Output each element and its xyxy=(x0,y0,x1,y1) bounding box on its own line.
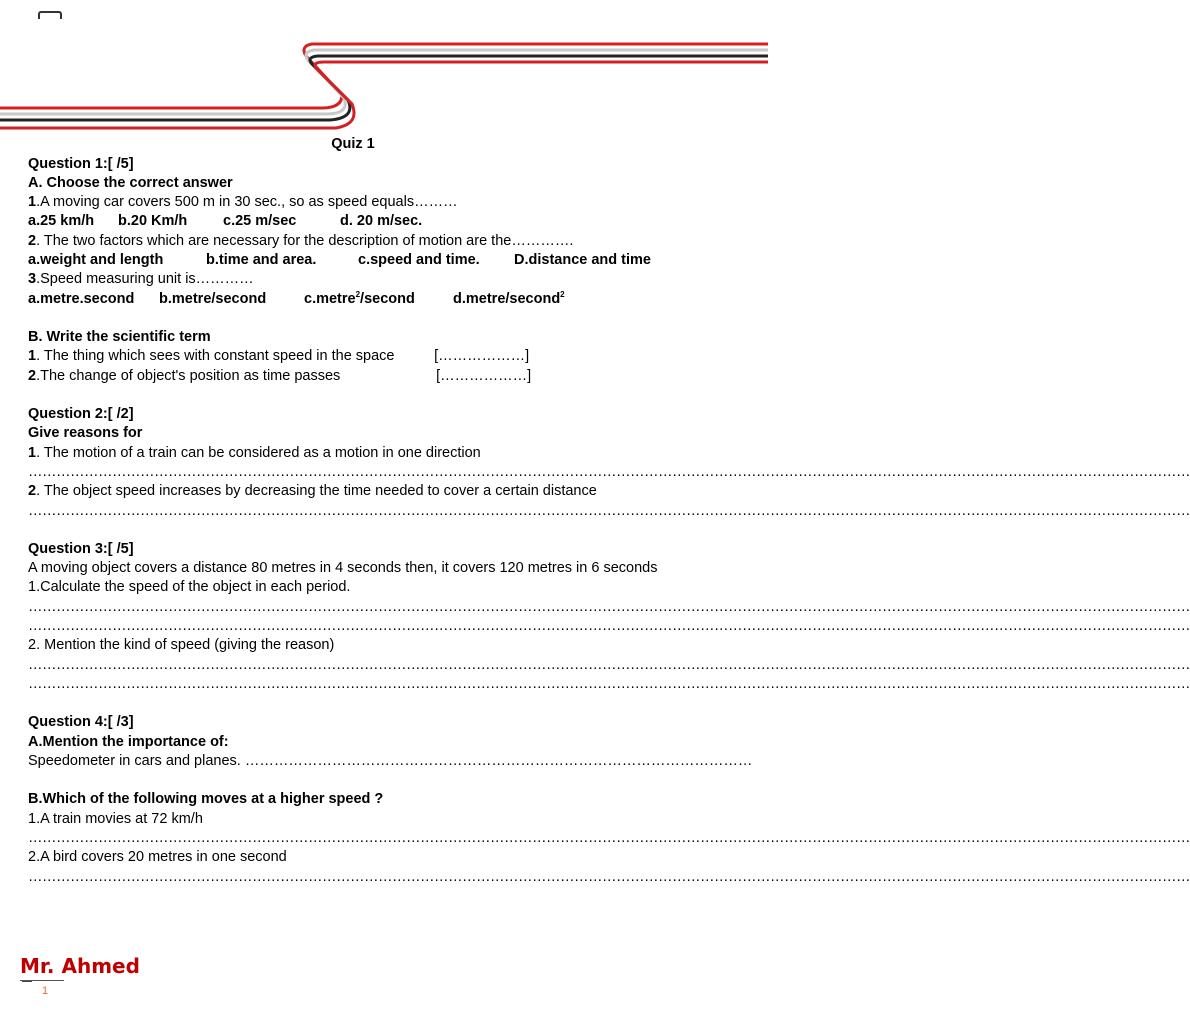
q1-item2-num: 2 xyxy=(28,233,37,249)
answer-blank[interactable]: [………………] xyxy=(436,368,532,384)
answer-line[interactable]: …………………………………………………………………………………………………………………………………………………………………………………………………………………………… xyxy=(28,830,1190,846)
q1-item1-options xyxy=(28,212,422,231)
q1-item3 xyxy=(28,270,254,289)
q3-sub1: 1.Calculate the speed of the object in each period. xyxy=(28,579,351,595)
q4-move1: 1.A train movies at 72 km/h xyxy=(28,811,203,827)
option: D.distance and time xyxy=(514,252,651,268)
q2-reason2 xyxy=(28,482,597,501)
option-text: d.metre/second xyxy=(453,291,561,307)
q1-item1 xyxy=(28,193,458,212)
q1-item2-text: . The two factors which are necessary for the description of motion are the…………. xyxy=(36,233,574,249)
q1-term1 xyxy=(28,347,529,366)
option: c.25 m/sec xyxy=(223,213,297,229)
q1-partA: A. Choose the correct answer xyxy=(28,175,233,191)
answer-line[interactable]: …………………………………………………………………………………………………………………………………………………………………………………………………………………………… xyxy=(28,503,1190,519)
answer-line[interactable]: …………………………………………………………………………………………………………………………………………………………………………………………………………………………… xyxy=(28,599,1190,615)
q2-reason2-text: . The object speed increases by decreasing the time needed to cover a certain distance xyxy=(36,483,597,499)
q4-heading: Question 4:[ /3] xyxy=(28,714,134,730)
q4-move2: 2.A bird covers 20 metres in one second xyxy=(28,849,287,865)
q1-item3-num: 3 xyxy=(28,271,37,287)
q2-reason2-num: 2 xyxy=(28,483,37,499)
q1-partB: B. Write the scientific term xyxy=(28,329,211,345)
q1-item3-options xyxy=(28,290,565,309)
q2-heading: Question 2:[ /2] xyxy=(28,406,134,422)
q1-heading: Question 1:[ /5] xyxy=(28,156,134,172)
q2-sub: Give reasons for xyxy=(28,425,143,441)
q1-item3-text: .Speed measuring unit is………… xyxy=(36,271,254,287)
q1-item1-num: 1 xyxy=(28,194,37,210)
clip-icon xyxy=(38,11,62,19)
answer-line[interactable]: …………………………………………………………………………………………………………………………………………………………………………………………………………………………… xyxy=(28,869,1190,885)
answer-blank[interactable]: [………………] xyxy=(434,348,530,364)
q1-item2 xyxy=(28,232,573,251)
q1-term1-num: 1 xyxy=(28,348,37,364)
answer-line[interactable]: …………………………………………………………………………………………………………………………………………………………………………………………………………………………… xyxy=(28,618,1190,634)
superscript: 2 xyxy=(560,290,565,299)
q1-item2-options xyxy=(28,251,651,270)
option: b.metre/second xyxy=(159,291,267,307)
option: a.metre.second xyxy=(28,291,135,307)
footer-dash xyxy=(22,981,32,982)
header-stripes xyxy=(0,0,768,140)
page-number: 1 xyxy=(42,985,49,997)
q1-item1-text: .A moving car covers 500 m in 30 sec., so as speed equals……… xyxy=(36,194,458,210)
q4-partA: A.Mention the importance of: xyxy=(28,734,229,750)
option xyxy=(304,290,453,309)
q1-term2-num: 2 xyxy=(28,368,37,384)
q4-partB: B.Which of the following moves at a higher speed ? xyxy=(28,791,384,807)
q2-reason1 xyxy=(28,444,481,463)
answer-line[interactable]: …………………………………………………………………………………………………………………………………………………………………………………………………………………………… xyxy=(28,657,1190,673)
quiz-title: Quiz 1 xyxy=(331,136,375,152)
q4-speedometer: Speedometer in cars and planes. …………………………………………………………………………………………… xyxy=(28,753,753,769)
option: d. 20 m/sec. xyxy=(340,213,423,229)
author-signature: Mr. Ahmed xyxy=(20,954,140,978)
q1-term2-text: .The change of object's position as time passes xyxy=(36,368,341,384)
option: a.25 km/h xyxy=(28,213,95,229)
answer-line[interactable]: …………………………………………………………………………………………………………………………………………………………………………………………………………………………… xyxy=(28,676,1190,692)
q2-reason1-text: . The motion of a train can be considered as a motion in one direction xyxy=(36,445,481,461)
q3-heading: Question 3:[ /5] xyxy=(28,541,134,557)
option: b.20 Km/h xyxy=(118,213,188,229)
q1-term1-text: . The thing which sees with constant speed in the space xyxy=(36,348,395,364)
q1-term2 xyxy=(28,367,531,386)
q3-sub2: 2. Mention the kind of speed (giving the reason) xyxy=(28,637,335,653)
option: a.weight and length xyxy=(28,252,164,268)
option xyxy=(453,290,565,309)
option-text: c.metre xyxy=(304,291,356,307)
q3-text: A moving object covers a distance 80 metres in 4 seconds then, it covers 120 metres in 6 seconds xyxy=(28,560,658,576)
option: c.speed and time. xyxy=(358,252,480,268)
q2-reason1-num: 1 xyxy=(28,445,37,461)
answer-line[interactable]: …………………………………………………………………………………………………………………………………………………………………………………………………………………………… xyxy=(28,464,1190,480)
option-text: /second xyxy=(360,291,415,307)
option: b.time and area. xyxy=(206,252,317,268)
superscript: 2 xyxy=(355,290,361,299)
